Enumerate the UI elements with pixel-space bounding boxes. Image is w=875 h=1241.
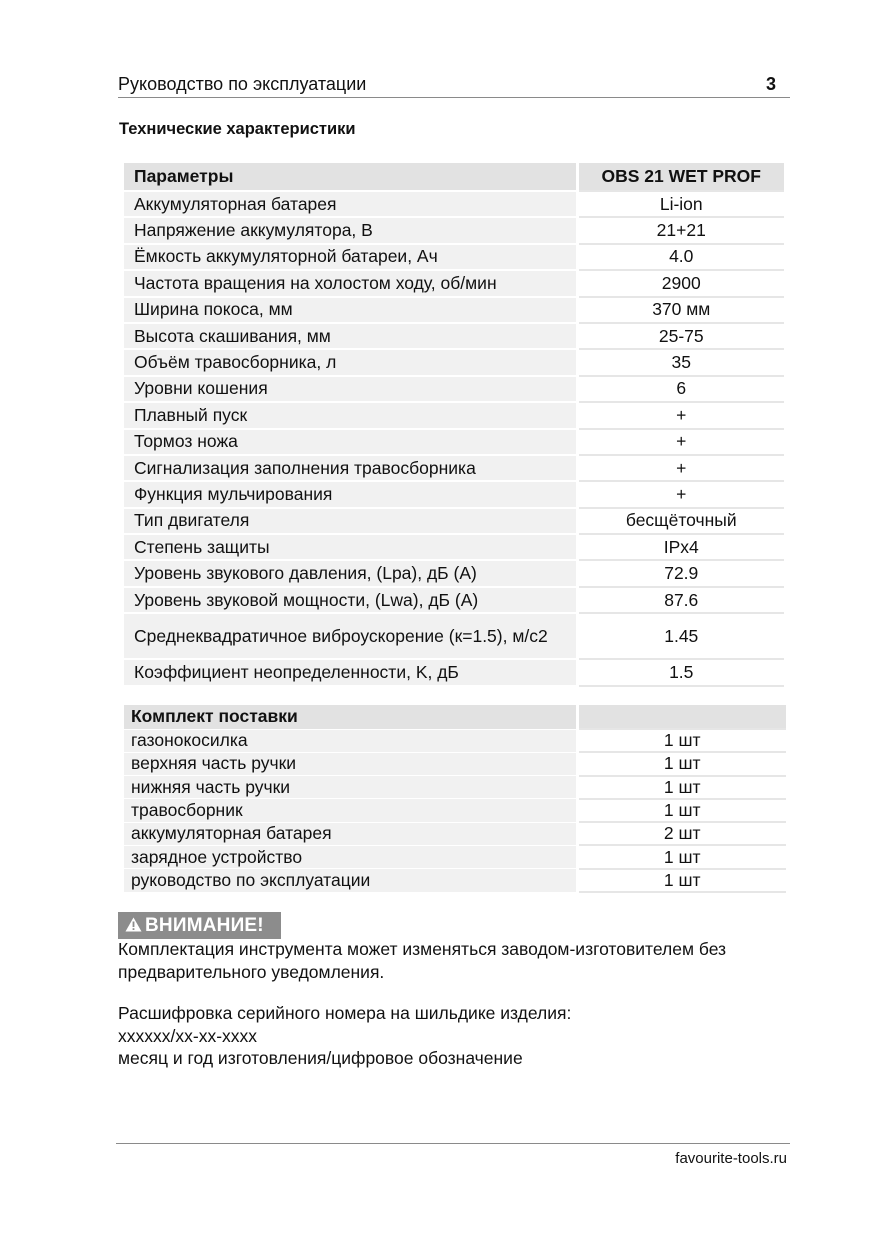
spec-value: 35: [577, 349, 784, 375]
kit-row: [124, 869, 786, 892]
spec-value: 1.5: [577, 659, 784, 685]
spec-row: [124, 560, 784, 586]
kit-qty: 1 шт: [577, 869, 786, 892]
spec-row: [124, 455, 784, 481]
spec-param: Уровень звукового давления, (Lpa), дБ (А): [124, 560, 577, 586]
spec-param: Тип двигателя: [124, 508, 577, 534]
warning-text: Комплектация инструмента может изменяться заводом-изготовителем без предварительного уведомления.: [118, 939, 727, 982]
kit-qty: 2 шт: [577, 822, 786, 845]
kit-row: [124, 822, 786, 845]
spec-param: Аккумуляторная батарея: [124, 191, 577, 217]
spec-param: Коэффициент неопределенности, K, дБ: [124, 659, 577, 685]
warning-triangle-icon: [125, 917, 142, 932]
kit-qty: 1 шт: [577, 845, 786, 868]
kit-row: [124, 729, 786, 752]
kit-header-row: [124, 705, 786, 729]
spec-row: [124, 191, 784, 217]
kit-row: [124, 752, 786, 775]
spec-param: Сигнализация заполнения травосборника: [124, 455, 577, 481]
spec-value: бесщёточный: [577, 508, 784, 534]
serial-info: [118, 1002, 798, 1070]
kit-row: [124, 799, 786, 822]
section-title: Технические характеристики: [119, 120, 356, 138]
spec-param: Высота скашивания, мм: [124, 323, 577, 349]
spec-row: [124, 613, 784, 659]
spec-row: [124, 244, 784, 270]
spec-row: [124, 534, 784, 560]
kit-qty: 1 шт: [577, 776, 786, 799]
kit-item: газонокосилка: [124, 729, 577, 752]
serial-line-2: xxxxxx/xx-xx-xxxx: [118, 1025, 258, 1046]
spec-param: Уровень звуковой мощности, (Lwa), дБ (А): [124, 587, 577, 613]
spec-row: [124, 587, 784, 613]
kit-item: верхняя часть ручки: [124, 752, 577, 775]
specs-header-row: [124, 163, 784, 191]
spec-value: 370 мм: [577, 297, 784, 323]
spec-value: Li-ion: [577, 191, 784, 217]
kit-item: травосборник: [124, 799, 577, 822]
kit-item: руководство по эксплуатации: [124, 869, 577, 892]
page-header: [118, 74, 790, 98]
spec-value: 25-75: [577, 323, 784, 349]
spec-value: +: [577, 455, 784, 481]
kit-row: [124, 776, 786, 799]
warning-badge: [118, 912, 281, 939]
warning-badge-label: ВНИМАНИЕ!: [145, 915, 264, 936]
specs-header-model: OBS 21 WET PROF: [577, 163, 784, 191]
kit-header-qty: [577, 705, 786, 729]
spec-value: IPx4: [577, 534, 784, 560]
specs-header-param: Параметры: [124, 163, 577, 191]
spec-row: [124, 481, 784, 507]
spec-value: 4.0: [577, 244, 784, 270]
spec-param: Среднеквадратичное виброускорение (к=1.5), м/с2: [124, 613, 577, 659]
spec-value: 1.45: [577, 613, 784, 659]
spec-row: [124, 323, 784, 349]
spec-value: 6: [577, 376, 784, 402]
spec-row: [124, 429, 784, 455]
kit-table: [124, 705, 786, 893]
spec-param: Ширина покоса, мм: [124, 297, 577, 323]
spec-value: +: [577, 429, 784, 455]
spec-value: 21+21: [577, 217, 784, 243]
spec-value: 2900: [577, 270, 784, 296]
spec-row: [124, 349, 784, 375]
spec-row: [124, 376, 784, 402]
spec-row: [124, 659, 784, 685]
spec-param: Уровни кошения: [124, 376, 577, 402]
spec-row: [124, 297, 784, 323]
spec-value: 87.6: [577, 587, 784, 613]
spec-value: +: [577, 481, 784, 507]
kit-item: аккумуляторная батарея: [124, 822, 577, 845]
specs-table: [124, 163, 784, 687]
spec-row: [124, 402, 784, 428]
footer-site: favourite-tools.ru: [675, 1150, 787, 1167]
kit-row: [124, 845, 786, 868]
spec-param: Степень защиты: [124, 534, 577, 560]
spec-param: Функция мульчирования: [124, 481, 577, 507]
footer-divider: [116, 1143, 790, 1144]
spec-param: Частота вращения на холостом ходу, об/мин: [124, 270, 577, 296]
spec-param: Тормоз ножа: [124, 429, 577, 455]
spec-row: [124, 217, 784, 243]
spec-value: +: [577, 402, 784, 428]
page-number: 3: [765, 74, 776, 94]
kit-qty: 1 шт: [577, 752, 786, 775]
spec-row: [124, 508, 784, 534]
spec-value: 72.9: [577, 560, 784, 586]
kit-item: зарядное устройство: [124, 845, 577, 868]
kit-header-label: Комплект поставки: [124, 705, 577, 729]
header-title: Руководство по эксплуатации: [118, 74, 367, 94]
spec-param: Напряжение аккумулятора, В: [124, 217, 577, 243]
spec-param: Объём травосборника, л: [124, 349, 577, 375]
spec-row: [124, 270, 784, 296]
spec-param: Плавный пуск: [124, 402, 577, 428]
serial-line-3: месяц и год изготовления/цифровое обозначение: [118, 1048, 523, 1068]
kit-item: нижняя часть ручки: [124, 776, 577, 799]
serial-line-1: Расшифровка серийного номера на шильдике изделия:: [118, 1003, 572, 1023]
kit-qty: 1 шт: [577, 799, 786, 822]
spec-param: Ёмкость аккумуляторной батареи, Ач: [124, 244, 577, 270]
kit-qty: 1 шт: [577, 729, 786, 752]
